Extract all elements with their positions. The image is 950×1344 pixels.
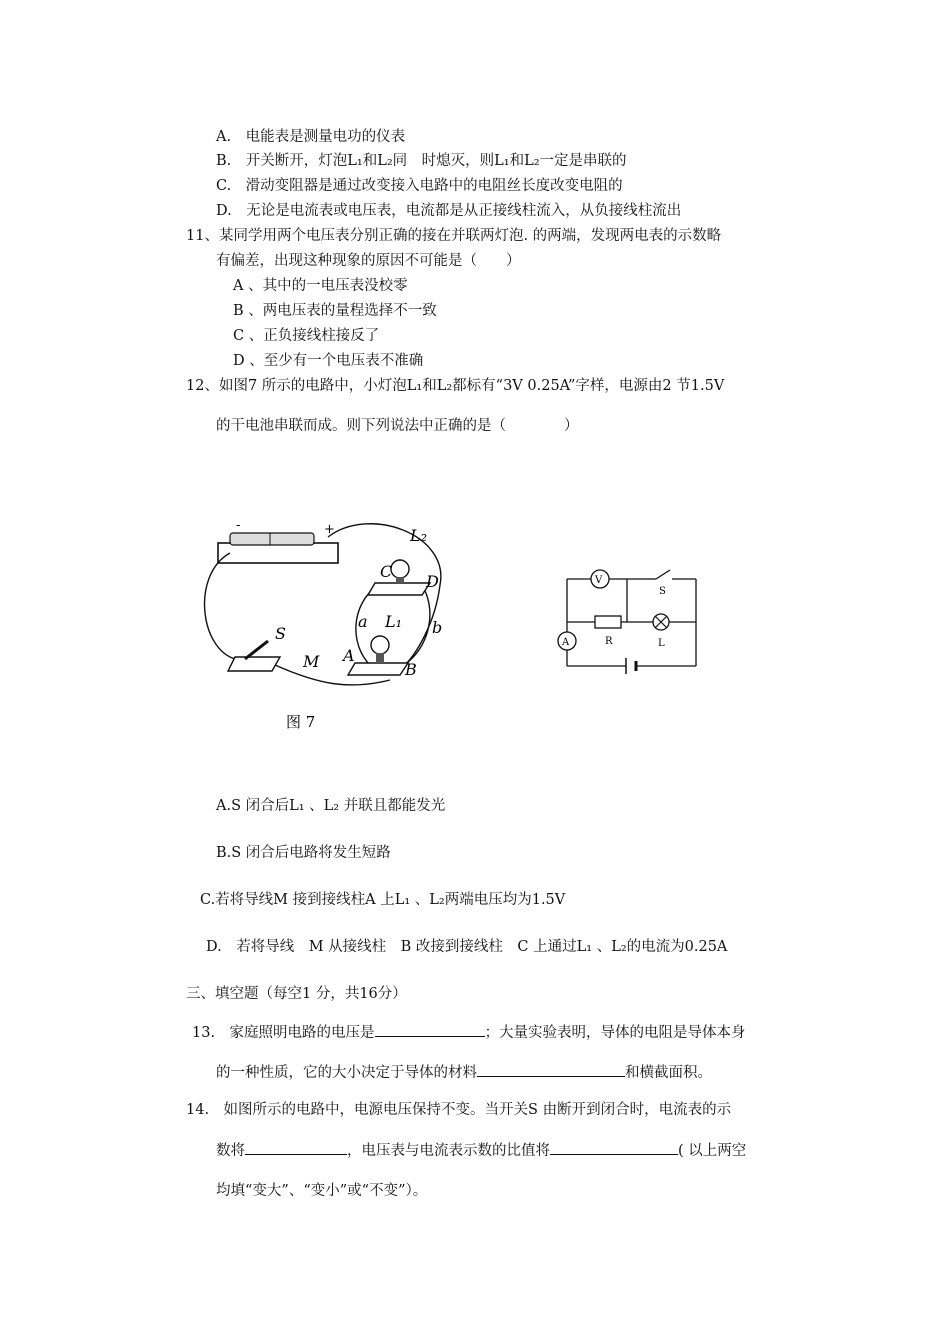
q11-option-a: A 、其中的一电压表没校零: [233, 278, 408, 294]
q10-option-b: B. 开关断开，灯泡L₁和L₂同 时熄灭，则L₁和L₂一定是串联的: [216, 153, 627, 169]
label-l2: L₂: [410, 526, 428, 545]
q12-stem-line2: 的干电池串联而成。则下列说法中正确的是（ ）: [216, 418, 579, 434]
label-b-wire: b: [432, 618, 443, 637]
label-c: C: [380, 562, 393, 581]
q10-option-c: C. 滑动变阻器是通过改变接入电路中的电阻丝长度改变电阻的: [216, 178, 623, 194]
q14-line1: 14. 如图所示的电路中，电源电压保持不变。当开关S 由断开到闭合时，电流表的示: [186, 1102, 732, 1118]
lamp-label: L: [658, 638, 665, 649]
q14-line2: [216, 1140, 746, 1161]
q11-option-c: C 、正负接线柱接反了: [233, 328, 380, 344]
q13-blank-2[interactable]: [477, 1062, 625, 1077]
q10-option-d: D. 无论是电流表或电压表，电流都是从正接线柱流入，从负接线柱流出: [216, 203, 682, 219]
q14-line2-text-c: ( 以上两空: [678, 1143, 747, 1159]
q14-blank-1[interactable]: [245, 1140, 347, 1155]
q11-stem-line1: 11、某同学用两个电压表分别正确的接在并联两灯泡. 的两端，发现两电表的示数略: [186, 228, 722, 244]
q13-line2-text-a: 的一种性质，它的大小决定于导体的材料: [216, 1065, 477, 1081]
q13-line2: [216, 1062, 712, 1083]
q14-line2-text-b: ，电压表与电流表示数的比值将: [347, 1143, 550, 1159]
resistor-label: R: [605, 636, 613, 647]
q13-line1-text-a: 13. 家庭照明电路的电压是: [192, 1025, 375, 1041]
voltmeter-label: V: [595, 575, 603, 586]
q12-option-b: B.S 闭合后电路将发生短路: [216, 845, 391, 861]
q11-option-d: D 、至少有一个电压表不准确: [233, 353, 424, 369]
q14-line2-text-a: 数将: [216, 1143, 245, 1159]
label-a-wire: a: [358, 612, 368, 631]
q13-line1-text-b: ；大量实验表明，导体的电阻是导体本身: [484, 1025, 746, 1041]
q13-line1: [192, 1022, 746, 1043]
q11-stem-line2: 有偏差，出现这种现象的原因不可能是（ ）: [216, 253, 521, 269]
q12-option-a: A.S 闭合后L₁ 、L₂ 并联且都能发光: [216, 798, 446, 814]
battery-minus-label: -: [236, 518, 241, 533]
q13-line2-text-b: 和横截面积。: [625, 1065, 712, 1081]
ammeter-label: A: [562, 637, 570, 648]
label-b-terminal: B: [405, 660, 417, 679]
switch-label: S: [659, 586, 666, 597]
q12-stem-line1: 12、如图7 所示的电路中，小灯泡L₁和L₂都标有“3V 0.25A”字样，电源由2 节1.5V: [186, 378, 725, 394]
q12-option-c: C.若将导线M 接到接线柱A 上L₁ 、L₂两端电压均为1.5V: [200, 892, 566, 908]
q13-blank-1[interactable]: [375, 1022, 485, 1037]
battery-plus-label: +: [324, 522, 335, 537]
label-m: M: [303, 652, 320, 671]
label-l1: L₁: [385, 612, 403, 631]
q10-option-a: A. 电能表是测量电功的仪表: [216, 129, 406, 145]
q11-option-b: B 、两电压表的量程选择不一致: [233, 303, 437, 319]
label-a-terminal: A: [343, 646, 355, 665]
q14-blank-2[interactable]: [550, 1140, 678, 1155]
circuit-schematic: [540, 560, 720, 685]
figure-7-wiring-diagram: [200, 515, 450, 745]
label-d: D: [426, 572, 439, 591]
q12-option-d: D. 若将导线 M 从接线柱 B 改接到接线柱 C 上通过L₁ 、L₂的电流为0.25A: [206, 939, 728, 955]
q14-line3: 均填“变大”、“变小”或“不变”）。: [216, 1183, 428, 1199]
figure-7-caption: 图 7: [286, 713, 316, 731]
label-s: S: [275, 624, 286, 643]
section-3-title: 三、填空题（每空1 分，共16分）: [186, 986, 407, 1002]
